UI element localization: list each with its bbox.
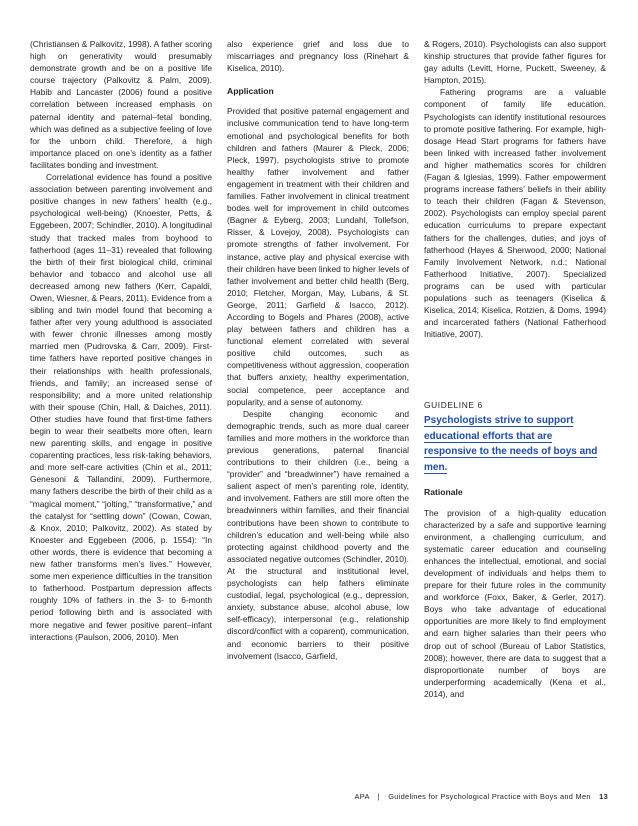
body-paragraph: Provided that positive paternal engagement and inclusive communication tend to have long-term emotional and psychological benefits for both children and fathers (Maurer & Pleck, 2006; Pleck, 1997), psychologists strive to promote healthy father involvement and father engagement in treatment with their children and families. Father involvement in clinical treatment bodes well for improvement in child outcomes (Bagner & Eyberg, 2003; Lundahl, Tollefson, Risser, & Lovejoy, 2008). Psychologists can promote strengths of father involvement. For instance, active play and physical exercise with their children have been linked to higher levels of father involvement and better child health (Berg, 2010; Fletcher, Morgan, May, Lubans, & St. George, 2011; Garfield & Isacco, 2012). According to Bogels and Phares (2008), active play between fathers and children has a functional element correlated with several positive child outcomes, such as competitiveness without aggression, cooperation that buffers anxiety, healthy experimentation, social competence, peer acceptance and popularity, and a sense of autonomy.: [227, 106, 409, 407]
section-heading-application: Application: [227, 86, 274, 97]
guideline-title-text: Psychologists strive to support educational efforts that are responsive to the needs of boys and men.: [424, 415, 598, 473]
body-paragraph: Fathering programs are a valuable component of family life education. Psychologists can identify institutional resources to promote positive fathering. For example, high-dosage Head Start programs for fathers have been linked with increased father involvement and higher mathematics scores for children (Fagan & Iglesias, 1999). Father empowerment programs increase fathers’ beliefs in their ability to teach their children (Fagan & Stevenson, 2002). Psychologists can employ special parent education curriculums to prepare expectant fathers for the challenges, duties, and joys of fatherhood (Hayes & Sherwood, 2000; National Family Involvement Network, n.d.; National Fatherhood Initiative, 2007). Specialized programs can be used with particular populations such as teenagers (Kiselica & Kiselica, 2014; Kiselica, Rotzien, & Doms, 1994) and incarcerated fathers (National Fatherhood Initiative, 2007).: [424, 87, 606, 340]
footer-title: Guidelines for Psychological Practice with Boys and Men: [388, 792, 591, 801]
body-paragraph: Despite changing economic and demographic trends, such as more dual career families and more mothers in the workforce than previous generations, paternal financial contributions to their children (i.e., being a “provider” and “breadwinner”) have remained a salient aspect of men’s parenting role, identity, and involvement. Fathers are still more often the breadwinners within families, and their financial contributions have been shown to contribute to children’s education and well-being while also protecting against childhood poverty and the associated negative outcomes (Schindler, 2010). At the structural and institutional level, psychologists can help fathers eliminate custodial, legal, psychological (e.g., depression, anxiety, substance abuse, alcohol abuse, low self-efficacy), interpersonal (e.g., relationship discord/conflict with a coparent), communication, and economic barriers to their positive involvement (Isacco, Garfield,: [227, 408, 409, 661]
guideline-title: [424, 413, 606, 475]
section-heading-rationale: Rationale: [424, 487, 463, 498]
body-paragraph: & Rogers, 2010). Psychologists can also support kinship structures that provide father figures for gay adults (Levitt, Horne, Puckett, Sweeney, & Hampton, 2015).: [424, 39, 606, 86]
footer-separator: |: [377, 792, 380, 801]
page-footer: [0, 792, 608, 801]
column-right: [424, 38, 606, 700]
column-middle: [227, 38, 409, 662]
column-left: [30, 38, 212, 643]
body-paragraph: (Christiansen & Palkovitz, 1998). A father scoring high on generativity would presumably demonstrate growth and be on a positive life course trajectory (Palkovitz & Palm, 2009). Habib and Lancaster (2006) found a positive correlation between increased emphasis on paternal identity and paternal–fetal bonding, which was defined as a subjective feeling of love for the unborn child. Therefore, a high importance placed on one’s identity as a father facilitates bonding and investment.: [30, 39, 212, 170]
body-paragraph: also experience grief and loss due to miscarriages and pregnancy loss (Rinehart & Kiselica, 2010).: [227, 39, 409, 74]
body-paragraph: Correlational evidence has found a positive association between parenting involvement and positive changes in new fathers’ health (e.g., psychological well-being) (Knoester, Petts, & Eggebeen, 2007; Schindler, 2010). A longitudinal study that tracked males from boyhood to fatherhood (ages 11–31) revealed that following the birth of their first biological child, criminal behavior and tobacco and alcohol use all decreased among new fathers (Kerr, Capaldi, Owen, Wiesner, & Pears, 2011). Evidence from a sibling and twin model found that becoming a father after very young adulthood is associated with fewer chronic illnesses among mostly married men (Pudrovska & Carr, 2009). First-time fathers have reported positive changes in their relationships with health professionals, friends, and family; an increased sense of responsibility; and a more united relationship with their spouse (Chin, Hall, & Daiches, 2011). Other studies have found that first-time fathers begin to wear their seatbelts more often, learn new parenting skills, and engage in positive coparenting practices, less risk-taking behaviors, and more self-care activities (Chin et al., 2011; Genesoni & Tallandini, 2009). Furthermore, many fathers describe the birth of their child as a “magical moment,” “jolting,” “transformative,” and the catalyst for “settling down” (Cowan, Cowan, & Knox, 2010; Palkovitz, 2002). As stated by Knoester and Eggebeen (2006, p. 1554): “In other words, there is evidence that becoming a new father transforms men’s lives.” However, some men experience difficulties in the transition to fatherhood. Postpartum depression affects roughly 10% of fathers in the 3- to 6-month period following birth and is associated with more negative and fewer positive parent–infant interactions (Paulson, 2006, 2010). Men: [30, 172, 212, 642]
page-number: 13: [599, 792, 608, 801]
footer-org: APA: [354, 792, 370, 801]
body-paragraph: The provision of a high-quality education characterized by a safe and supportive learning environment, a challenging curriculum, and systematic career education and counseling enhances the intellectual, emotional, and social development of individuals and helps them to prepare for their future roles in the community and workforce (Foxx, Baker, & Gerler, 2017). Boys who take advantage of educational opportunities are more likely to find employment and earn higher salaries than their peers who drop out of school (Bureau of Labor Statistics, 2008); however, there are data to suggest that a disproportionate number of boys are underperforming academically (Kena et al., 2014), and: [424, 507, 606, 699]
guideline-label: GUIDELINE 6: [424, 400, 483, 411]
spacer: [424, 340, 606, 399]
